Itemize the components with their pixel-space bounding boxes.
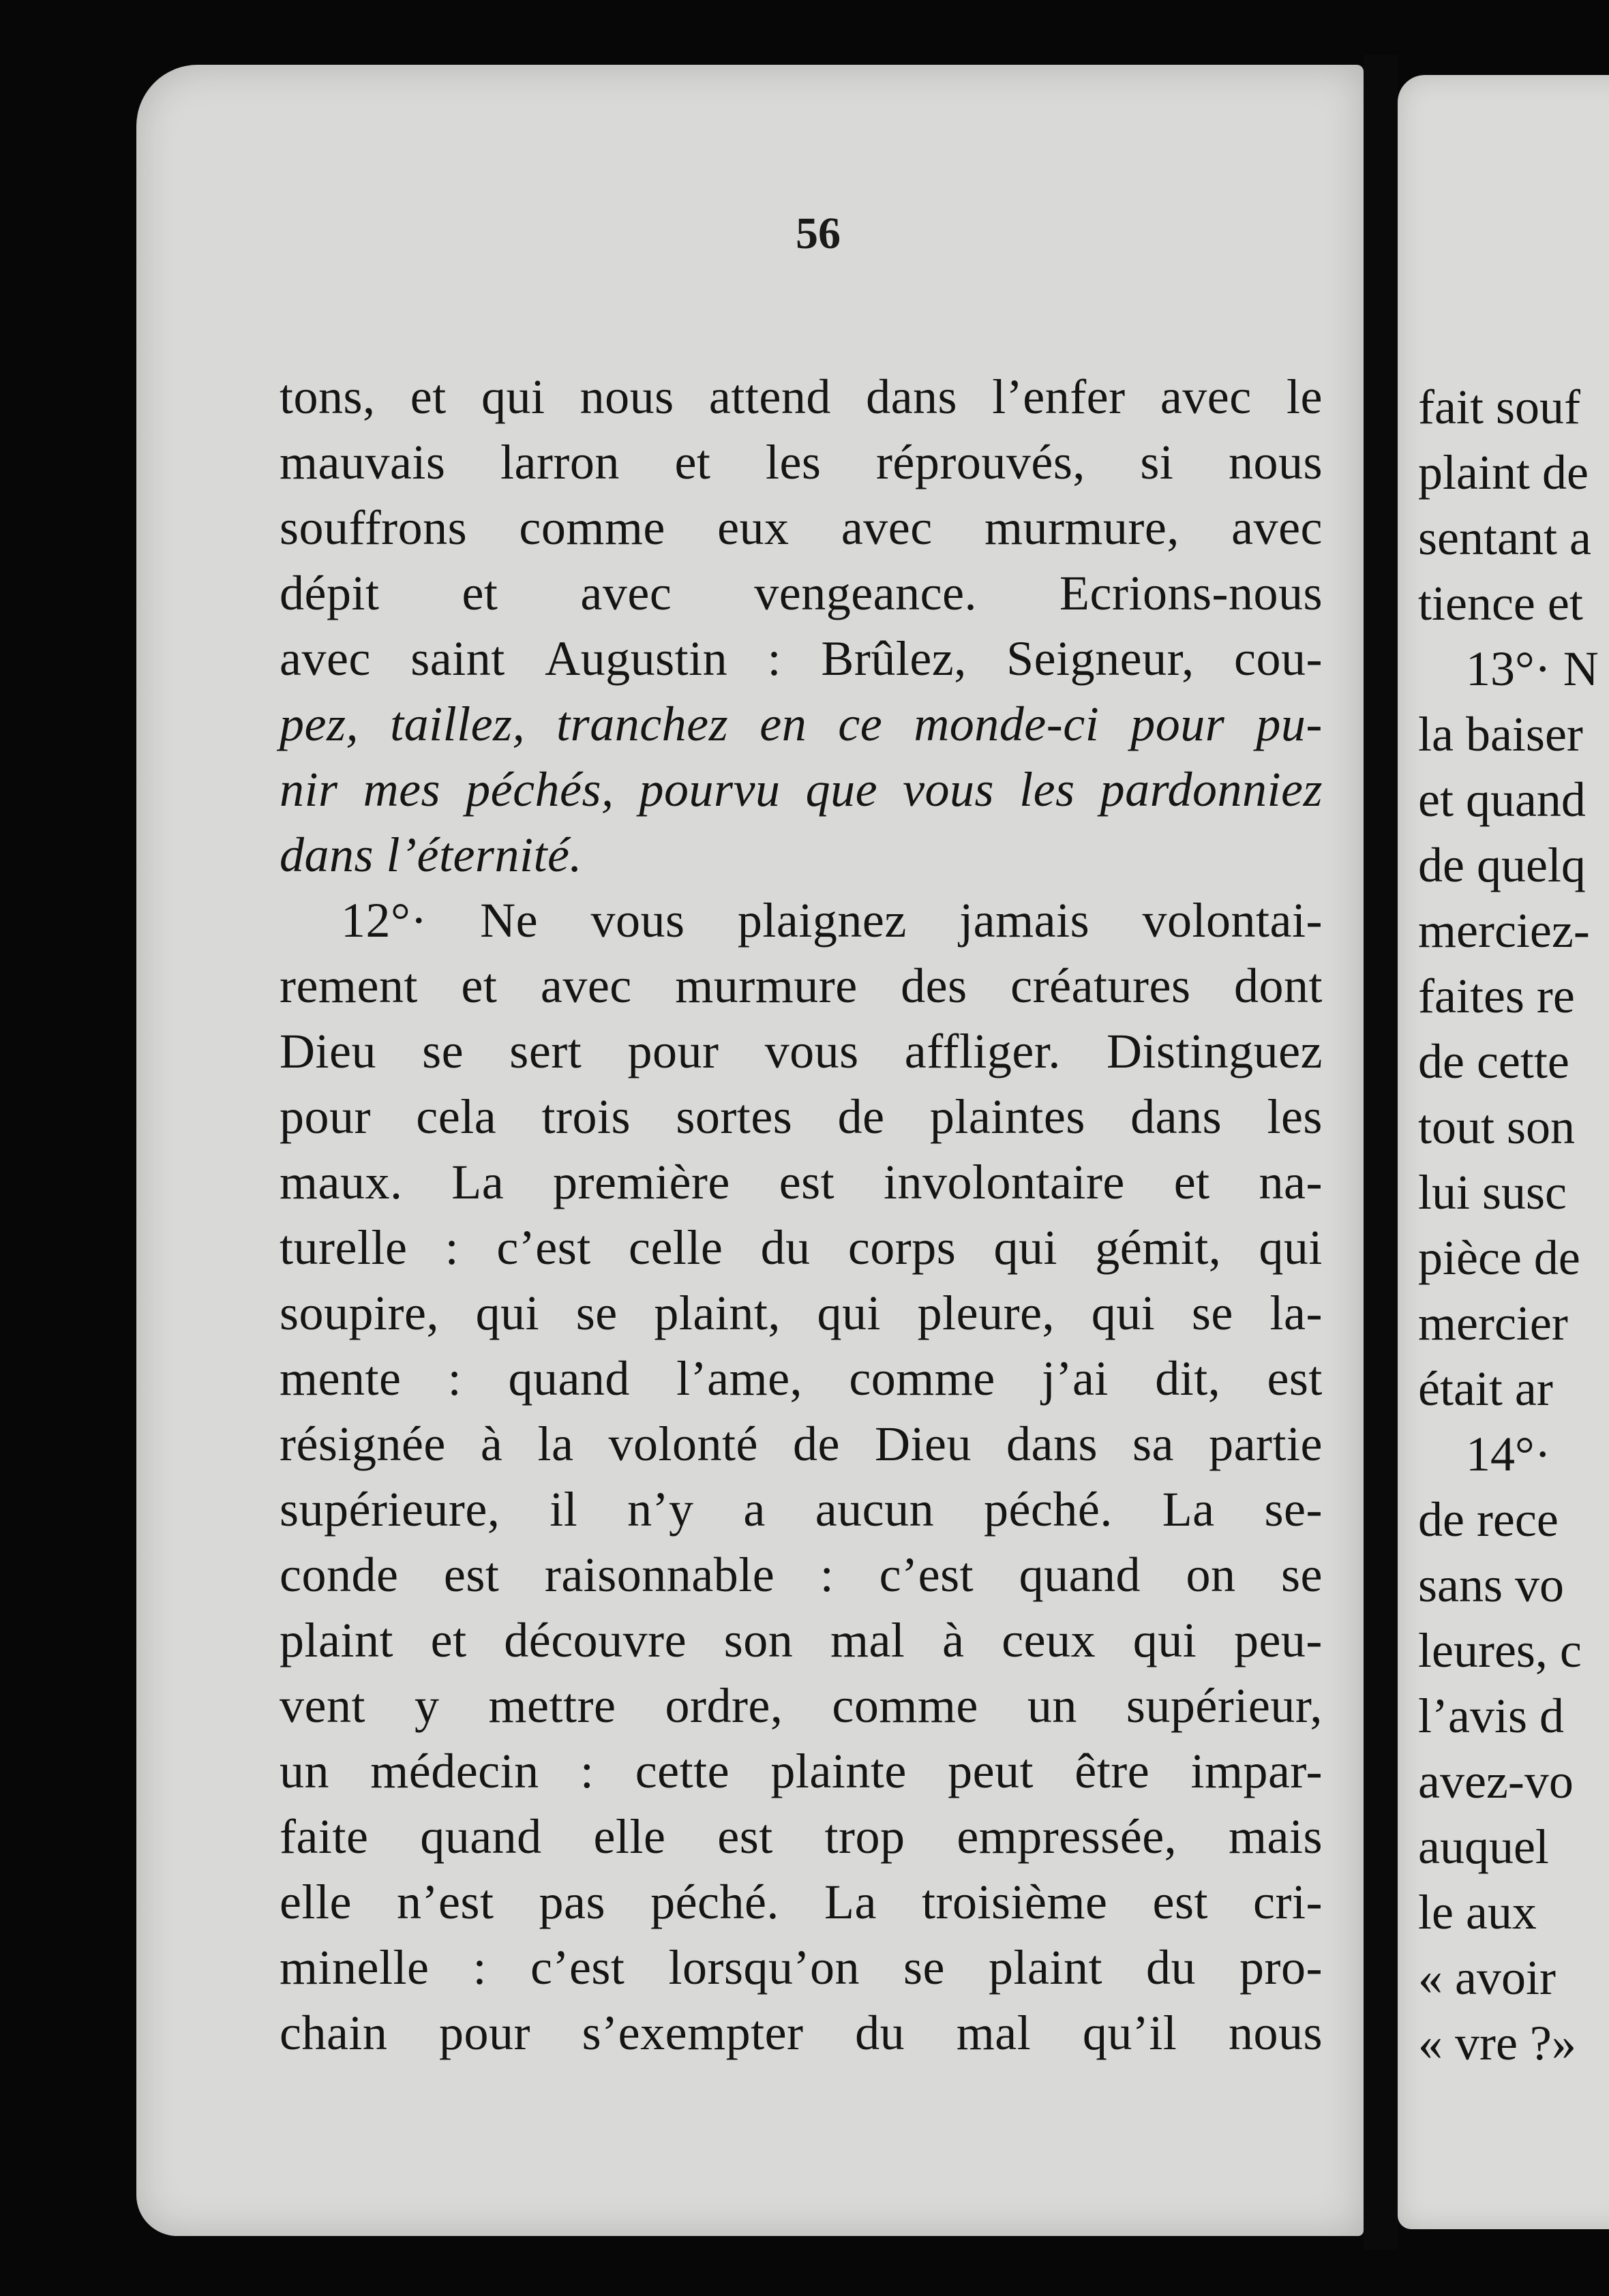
word: qui bbox=[817, 1286, 882, 1340]
text-line: avez-vo bbox=[1418, 1754, 1574, 1809]
text-line bbox=[280, 430, 1323, 496]
word: c’est bbox=[879, 1547, 974, 1602]
text-line: sans vo bbox=[1418, 1558, 1564, 1612]
text-line: le aux bbox=[1418, 1885, 1537, 1939]
word: eux bbox=[717, 500, 790, 555]
word: il bbox=[550, 1482, 578, 1537]
word: La bbox=[451, 1155, 505, 1209]
word: Dieu bbox=[874, 1417, 972, 1471]
word: être bbox=[1074, 1744, 1150, 1798]
word: qui bbox=[1091, 1286, 1156, 1340]
word: résignée bbox=[280, 1417, 446, 1471]
word: sert bbox=[509, 1024, 582, 1078]
word: murmure bbox=[675, 958, 858, 1013]
word: vengeance. bbox=[754, 566, 978, 620]
text-line: tout son bbox=[1418, 1100, 1576, 1154]
word: mauvais bbox=[280, 435, 446, 489]
left-page-text bbox=[280, 365, 1323, 2066]
text-line: sentant a bbox=[1418, 511, 1591, 565]
text-line: fait souf bbox=[1418, 380, 1580, 434]
word: na- bbox=[1259, 1155, 1323, 1209]
word: les bbox=[1267, 1089, 1323, 1144]
word: quand bbox=[508, 1351, 630, 1406]
word: : bbox=[767, 631, 781, 686]
word: avec bbox=[580, 566, 672, 620]
word: involontaire bbox=[883, 1155, 1125, 1209]
word: larron bbox=[500, 435, 620, 489]
word: supérieur, bbox=[1126, 1678, 1323, 1733]
word: réprouvés, bbox=[875, 435, 1085, 489]
word: et bbox=[1173, 1155, 1210, 1209]
word: comme bbox=[832, 1678, 978, 1733]
word: 12°· bbox=[341, 893, 427, 948]
word: supérieure, bbox=[280, 1482, 500, 1537]
word: conde bbox=[280, 1547, 399, 1602]
word: ordre, bbox=[665, 1678, 783, 1733]
word: raisonnable bbox=[544, 1547, 775, 1602]
word: avec bbox=[280, 631, 371, 686]
word: troisième bbox=[922, 1875, 1108, 1929]
word: partie bbox=[1209, 1417, 1323, 1471]
word: n’y bbox=[627, 1482, 694, 1537]
word: pourvu bbox=[639, 762, 781, 817]
word: qui bbox=[481, 369, 545, 424]
word: quand bbox=[1019, 1547, 1141, 1602]
word: plaint, bbox=[654, 1286, 781, 1340]
word: saint bbox=[410, 631, 505, 686]
text-line bbox=[280, 561, 1323, 626]
text-line: la baiser bbox=[1418, 707, 1583, 761]
word: Ecrions-nous bbox=[1059, 566, 1323, 620]
word: pas bbox=[539, 1875, 605, 1929]
word: des bbox=[901, 958, 967, 1013]
text-line: de quelq bbox=[1418, 838, 1586, 892]
word: est bbox=[1152, 1875, 1208, 1929]
word: est bbox=[443, 1547, 500, 1602]
paragraph-start-line: 13°· N bbox=[1466, 641, 1599, 696]
word: tons, bbox=[280, 369, 376, 424]
word: lorsqu’on bbox=[668, 1940, 860, 1995]
word: la- bbox=[1269, 1286, 1323, 1340]
word: y bbox=[415, 1678, 440, 1733]
word: cela bbox=[416, 1089, 497, 1144]
text-line bbox=[280, 1804, 1323, 1870]
word: nous bbox=[1228, 435, 1323, 489]
text-line-italic bbox=[280, 757, 1323, 823]
word: maux. bbox=[280, 1155, 403, 1209]
word: quand bbox=[420, 1809, 542, 1864]
word: elle bbox=[280, 1875, 352, 1929]
text-line: plaint de bbox=[1418, 445, 1589, 500]
word: trop bbox=[824, 1809, 905, 1864]
word: le bbox=[1286, 369, 1323, 424]
word: plaint bbox=[280, 1613, 393, 1667]
word: soupire, bbox=[280, 1286, 439, 1340]
word: dépit bbox=[280, 566, 380, 620]
text-line: auquel bbox=[1418, 1819, 1549, 1874]
text-line: faites re bbox=[1418, 969, 1575, 1023]
word: l’ame, bbox=[676, 1351, 803, 1406]
word: affliger. bbox=[904, 1024, 1061, 1078]
word: chain bbox=[280, 2006, 388, 2060]
word: un bbox=[1027, 1678, 1077, 1733]
word: celle bbox=[629, 1220, 723, 1275]
word: se- bbox=[1264, 1482, 1323, 1537]
word: Dieu bbox=[280, 1024, 376, 1078]
word: se bbox=[422, 1024, 464, 1078]
word: vous bbox=[590, 893, 685, 948]
text-line bbox=[280, 1215, 1323, 1281]
word: Brûlez, bbox=[821, 631, 967, 686]
word: volontai- bbox=[1142, 893, 1323, 948]
word: Distinguez bbox=[1107, 1024, 1323, 1078]
word: nous bbox=[580, 369, 674, 424]
word: avec bbox=[1160, 369, 1252, 424]
word: souffrons bbox=[280, 500, 468, 555]
word: dans bbox=[1006, 1417, 1098, 1471]
word: dans bbox=[1130, 1089, 1222, 1144]
text-line: l’avis d bbox=[1418, 1689, 1564, 1743]
word: péchés, bbox=[466, 762, 614, 817]
word: on bbox=[1186, 1547, 1236, 1602]
right-page-text bbox=[1418, 375, 1609, 2076]
word: aucun bbox=[815, 1482, 935, 1537]
text-line bbox=[280, 1477, 1323, 1543]
text-line bbox=[280, 626, 1323, 692]
word: la bbox=[537, 1417, 574, 1471]
word: si bbox=[1140, 435, 1174, 489]
word: comme bbox=[849, 1351, 995, 1406]
word: : bbox=[580, 1744, 595, 1798]
word: avec bbox=[1231, 500, 1323, 555]
word: ce bbox=[838, 697, 883, 751]
word: sa bbox=[1132, 1417, 1175, 1471]
word: empressée, bbox=[957, 1809, 1177, 1864]
word: les bbox=[765, 435, 822, 489]
word: qui bbox=[993, 1220, 1058, 1275]
word: peu- bbox=[1233, 1613, 1323, 1667]
word: mais bbox=[1229, 1809, 1323, 1864]
text-line bbox=[280, 2001, 1323, 2066]
word: murmure, bbox=[984, 500, 1179, 555]
text-line: pièce de bbox=[1418, 1230, 1580, 1285]
text-line: était ar bbox=[1418, 1361, 1553, 1416]
word: péché. bbox=[650, 1875, 779, 1929]
word: nir bbox=[280, 762, 338, 817]
word: se bbox=[1191, 1286, 1233, 1340]
word: turelle bbox=[280, 1220, 408, 1275]
text-line bbox=[280, 1870, 1323, 1935]
text-line bbox=[280, 1543, 1323, 1608]
text-line bbox=[280, 365, 1323, 430]
word: dont bbox=[1233, 958, 1323, 1013]
word: plaintes bbox=[929, 1089, 1085, 1144]
text-line bbox=[280, 1608, 1323, 1674]
word: comme bbox=[519, 500, 665, 555]
word: qui bbox=[1259, 1220, 1323, 1275]
word: les bbox=[1019, 762, 1075, 817]
word: taillez, bbox=[390, 697, 526, 751]
word: plaint bbox=[989, 1940, 1102, 1995]
word: a bbox=[743, 1482, 766, 1537]
left-page bbox=[136, 65, 1364, 2236]
word: : bbox=[472, 1940, 487, 1995]
word: vent bbox=[280, 1678, 365, 1733]
text-line bbox=[280, 1935, 1323, 2001]
word: en bbox=[760, 697, 807, 751]
word: s’exempter bbox=[582, 2006, 804, 2060]
word: rement bbox=[280, 958, 418, 1013]
word: n’est bbox=[396, 1875, 494, 1929]
word: vous bbox=[903, 762, 995, 817]
text-line: lui susc bbox=[1418, 1165, 1567, 1220]
word: médecin bbox=[370, 1744, 539, 1798]
word: qu’il bbox=[1082, 2006, 1177, 2060]
word: l’enfer bbox=[992, 369, 1126, 424]
word: pour bbox=[627, 1024, 719, 1078]
word: cette bbox=[635, 1744, 730, 1798]
word: c’est bbox=[496, 1220, 591, 1275]
word: mal bbox=[830, 1613, 905, 1667]
word: et bbox=[410, 369, 447, 424]
text-line: merciez- bbox=[1418, 903, 1590, 958]
word: volonté bbox=[608, 1417, 758, 1471]
word: pardonniez bbox=[1100, 762, 1323, 817]
word: pro- bbox=[1239, 1940, 1323, 1995]
word: son bbox=[723, 1613, 794, 1667]
word: : bbox=[819, 1547, 834, 1602]
word: cri- bbox=[1253, 1875, 1323, 1929]
word: plainte bbox=[770, 1744, 907, 1798]
word: se bbox=[575, 1286, 618, 1340]
word: pour bbox=[280, 1089, 371, 1144]
word: Seigneur, bbox=[1006, 631, 1194, 686]
text-line: « avoir bbox=[1418, 1950, 1556, 2005]
word: mettre bbox=[488, 1678, 616, 1733]
text-line: mercier bbox=[1418, 1296, 1568, 1350]
text-line bbox=[280, 1674, 1323, 1739]
word: mal bbox=[956, 2006, 1032, 2060]
word: du bbox=[1146, 1940, 1196, 1995]
word: que bbox=[805, 762, 878, 817]
word: du bbox=[760, 1220, 811, 1275]
word: créatures bbox=[1010, 958, 1191, 1013]
text-line bbox=[280, 1412, 1323, 1477]
word: Augustin bbox=[545, 631, 728, 686]
word: de bbox=[837, 1089, 885, 1144]
paragraph-start-line bbox=[280, 888, 1323, 954]
word: sortes bbox=[676, 1089, 793, 1144]
word: plaignez bbox=[737, 893, 907, 948]
right-page-partial bbox=[1398, 75, 1609, 2229]
book-gutter bbox=[1364, 55, 1398, 2250]
word: faite bbox=[280, 1809, 369, 1864]
word: monde-ci bbox=[914, 697, 1100, 751]
word: : bbox=[445, 1220, 460, 1275]
word: mente bbox=[280, 1351, 402, 1406]
text-line bbox=[280, 1739, 1323, 1804]
word: elle bbox=[593, 1809, 666, 1864]
word: et bbox=[430, 1613, 467, 1667]
word: c’est bbox=[530, 1940, 625, 1995]
word: qui bbox=[1132, 1613, 1197, 1667]
word: gémit, bbox=[1095, 1220, 1222, 1275]
word: Ne bbox=[480, 893, 539, 948]
word: cou- bbox=[1234, 631, 1323, 686]
word: avec bbox=[841, 500, 933, 555]
word: vous bbox=[764, 1024, 859, 1078]
text-line bbox=[280, 1150, 1323, 1215]
word: trois bbox=[541, 1089, 631, 1144]
word: se bbox=[903, 1940, 945, 1995]
text-line: de cette bbox=[1418, 1034, 1569, 1089]
word: de bbox=[792, 1417, 840, 1471]
word: est bbox=[779, 1155, 835, 1209]
word: pour bbox=[1130, 697, 1225, 751]
word: La bbox=[1162, 1482, 1215, 1537]
word: péché. bbox=[983, 1482, 1113, 1537]
text-line bbox=[280, 1085, 1323, 1150]
word: avec bbox=[540, 958, 632, 1013]
word: tranchez bbox=[556, 697, 729, 751]
word: découvre bbox=[504, 1613, 687, 1667]
word: et bbox=[674, 435, 711, 489]
text-line: de rece bbox=[1418, 1492, 1559, 1547]
word: première bbox=[553, 1155, 730, 1209]
word: impar- bbox=[1190, 1744, 1323, 1798]
word: : bbox=[447, 1351, 462, 1406]
page-number: 56 bbox=[796, 209, 841, 258]
text-line-italic: dans l’éternité. bbox=[280, 828, 582, 882]
word: La bbox=[824, 1875, 877, 1929]
word: nous bbox=[1228, 2006, 1323, 2060]
text-line: « vre ?» bbox=[1418, 2016, 1576, 2070]
paragraph-start-line: 14°· bbox=[1466, 1427, 1551, 1481]
text-line bbox=[280, 954, 1323, 1019]
word: dit, bbox=[1155, 1351, 1221, 1406]
word: se bbox=[1280, 1547, 1323, 1602]
text-line-italic bbox=[280, 692, 1323, 757]
word: pour bbox=[439, 2006, 531, 2060]
word: et bbox=[461, 958, 498, 1013]
word: jamais bbox=[959, 893, 1090, 948]
word: minelle bbox=[280, 1940, 430, 1995]
text-line bbox=[280, 1019, 1323, 1085]
word: peut bbox=[948, 1744, 1034, 1798]
text-line: et quand bbox=[1418, 772, 1586, 827]
word: pleure, bbox=[917, 1286, 1055, 1340]
word: à bbox=[942, 1613, 965, 1667]
word: dans bbox=[866, 369, 958, 424]
word: corps bbox=[847, 1220, 957, 1275]
text-line bbox=[280, 1346, 1323, 1412]
word: attend bbox=[708, 369, 831, 424]
word: pu- bbox=[1256, 697, 1323, 751]
text-line: leures, c bbox=[1418, 1623, 1582, 1678]
word: mes bbox=[363, 762, 441, 817]
word: ceux bbox=[1002, 1613, 1096, 1667]
text-line bbox=[280, 496, 1323, 561]
word: un bbox=[280, 1744, 329, 1798]
word: à bbox=[480, 1417, 503, 1471]
word: qui bbox=[475, 1286, 540, 1340]
word: est bbox=[717, 1809, 773, 1864]
word: pez, bbox=[280, 697, 359, 751]
text-line bbox=[280, 1281, 1323, 1346]
text-line: tience et bbox=[1418, 576, 1583, 631]
word: et bbox=[462, 566, 498, 620]
word: du bbox=[855, 2006, 905, 2060]
word: est bbox=[1267, 1351, 1323, 1406]
word: j’ai bbox=[1041, 1351, 1109, 1406]
